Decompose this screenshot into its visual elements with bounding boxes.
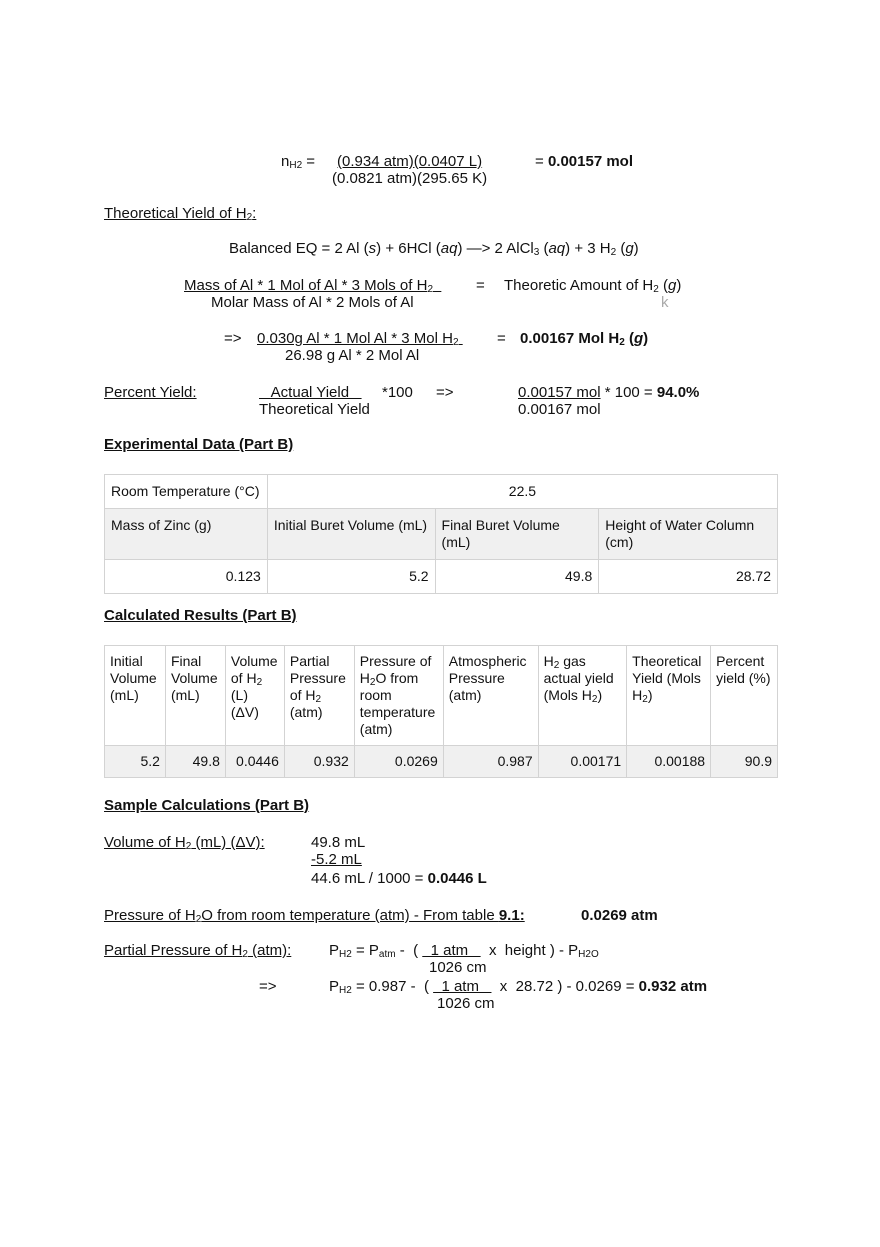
header-theoretical-yield: Theoretical Yield (Mols $H_2$) [627,646,711,746]
percent-denominator: Theoretical Yield [259,401,370,418]
stray-k: k [661,294,669,311]
volume-line1: 49.8 mL [311,834,366,851]
volume-label: Volume of $H_2$ (mL) (ΔV): [104,834,265,852]
theoretical-heading: Theoretical Yield of $H_2$: [104,205,257,223]
header-partial-pressure: Partial Pressure of $H_2$ (atm) [284,646,354,746]
partial-pressure-eq2: $P_{H2} = 0.987$ - ( 1 atm x 28.72 ) - 0.0269 = 0.932 atm [329,978,708,996]
partial-pressure-label: Partial Pressure of $H_2$ (atm): [104,942,292,960]
header-initial-volume: Initial Volume (mL) [105,646,166,746]
value-final-volume: 49.8 [165,746,225,778]
calc-numerator: 0.030g Al * 1 Mol Al * 3 Mol $H_2$ [257,330,459,348]
value-partial-pressure: 0.932 [284,746,354,778]
eq1-numerator: (0.934 atm)(0.0407 L) [337,153,483,170]
value-percent-yield: 90.9 [711,746,778,778]
value-mass-zinc: 0.123 [105,560,268,594]
header-volume-h2: Volume of $H_2$ (L) (ΔV) [225,646,284,746]
ratio-numerator: Mass of Al * 1 Mol of Al * 3 Mols of $H_2$ [184,277,433,295]
experimental-heading: Experimental Data (Part B) [104,436,294,453]
percent-arrow: => [436,384,454,401]
ratio-rhs: Theoretic Amount of $H_2$ (g) [504,277,682,295]
partial-pressure-arrow: => [259,978,277,995]
percent-label: Percent Yield: [104,384,197,401]
header-actual-yield: $H_2$ gas actual yield (Mols $H_2$) [538,646,627,746]
experimental-table [104,474,778,594]
pressure-h2o-label: Pressure of $H_2O$ from room temperature (atm) - From table 9.1: [104,907,525,925]
ratio-equals: = [476,277,485,294]
volume-line2: -5.2 mL [311,851,362,868]
percent-numerator: Actual Yield [259,384,362,401]
header-water-column: Height of Water Column (cm) [599,509,778,560]
calc-denominator: 26.98 g Al * 2 Mol Al [285,347,420,364]
value-actual-yield: 0.00171 [538,746,627,778]
eq1-denominator: (0.0821 atm)(295.65 K) [332,170,488,187]
header-final-volume: Final Volume (mL) [165,646,225,746]
value-final-buret: 49.8 [435,560,599,594]
results-heading: Calculated Results (Part B) [104,607,297,624]
header-percent-yield: Percent yield (%) [711,646,778,746]
value-atmospheric-pressure: 0.987 [443,746,538,778]
room-temp-value: 22.5 [267,475,777,509]
eq1-lhs: $n_{H2}$ = [281,153,316,171]
percent-times: *100 [382,384,413,401]
balanced-equation: Balanced EQ = 2 Al (s) + 6HCl (aq) —> 2 AlCl$_3$ (aq) + 3 $H_2$ (g) [229,240,639,258]
pressure-h2o-result: 0.0269 atm [581,907,658,924]
value-initial-buret: 5.2 [267,560,435,594]
eq1-result: = 0.00157 mol [535,153,633,170]
calc-equals: = [497,330,506,347]
value-pressure-h2o: 0.0269 [354,746,443,778]
sample-heading: Sample Calculations (Part B) [104,797,310,814]
percent-calc: 0.00157 mol * 100 = 94.0% [518,384,700,401]
value-water-column: 28.72 [599,560,778,594]
value-volume-h2: 0.0446 [225,746,284,778]
partial-pressure-eq1-den: 1026 cm [429,959,487,976]
partial-pressure-eq2-den: 1026 cm [437,995,495,1012]
results-table [104,645,778,778]
header-atmospheric-pressure: Atmospheric Pressure (atm) [443,646,538,746]
value-theoretical-yield: 0.00188 [627,746,711,778]
percent-denominator2: 0.00167 mol [518,401,601,418]
ratio-denominator: Molar Mass of Al * 2 Mols of Al [211,294,414,311]
calc-result: 0.00167 Mol $H_2$ (g) [520,330,649,348]
header-initial-buret: Initial Buret Volume (mL) [267,509,435,560]
value-initial-volume: 5.2 [105,746,166,778]
header-mass-zinc: Mass of Zinc (g) [105,509,268,560]
header-pressure-h2o: Pressure of $H_2O$ from room temperature (atm) [354,646,443,746]
partial-pressure-eq1: $P_{H2} = P_{atm}$ - ( 1 atm x height ) - $P_{H2O}$ [329,942,599,960]
room-temp-label: Room Temperature (°C) [105,475,268,509]
calc-arrow: => [224,330,242,347]
volume-line3: 44.6 mL / 1000 = 0.0446 L [311,870,487,887]
header-final-buret: Final Buret Volume (mL) [435,509,599,560]
